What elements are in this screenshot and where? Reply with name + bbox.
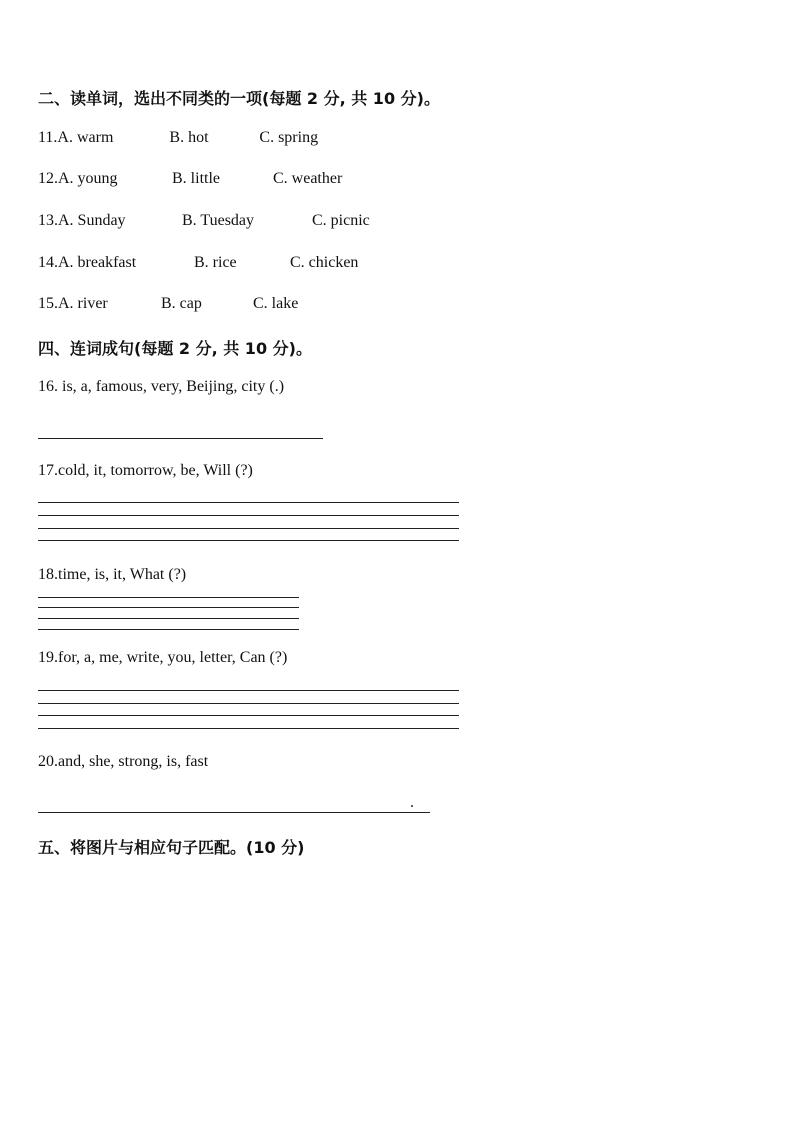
option-c: C. lake <box>253 295 299 312</box>
answer-line[interactable] <box>38 528 459 529</box>
question-number: 16. <box>38 378 58 395</box>
question-17 <box>38 462 253 480</box>
section-2-heading: 二、读单词，选出不同类的一项(每题 2 分, 共 10 分)。 <box>38 89 440 108</box>
question-text: and, she, strong, is, fast <box>58 753 209 770</box>
answer-line[interactable] <box>38 607 299 608</box>
question-11 <box>38 129 318 147</box>
option-a: A. warm <box>57 129 114 146</box>
question-19 <box>38 649 287 667</box>
answer-line[interactable] <box>38 812 430 813</box>
section-4-heading: 四、连词成句(每题 2 分, 共 10 分)。 <box>38 339 312 358</box>
question-text: for, a, me, write, you, letter, Can (?) <box>58 649 288 666</box>
end-period: . <box>410 794 414 811</box>
option-c: C. picnic <box>312 212 370 229</box>
question-text: cold, it, tomorrow, be, Will (?) <box>58 462 253 479</box>
question-number: 13. <box>38 212 58 229</box>
question-number: 15. <box>38 295 58 312</box>
question-number: 17. <box>38 462 58 479</box>
answer-line[interactable] <box>38 597 299 598</box>
option-a: A. young <box>58 170 118 187</box>
question-12 <box>38 170 342 188</box>
answer-line[interactable] <box>38 715 459 716</box>
option-c: C. chicken <box>290 254 359 271</box>
option-b: B. cap <box>161 295 202 312</box>
section-5-heading: 五、将图片与相应句子匹配。(10 分) <box>38 838 305 857</box>
option-b: B. little <box>172 170 220 187</box>
option-b: B. Tuesday <box>182 212 255 229</box>
question-15 <box>38 295 298 313</box>
answer-line[interactable] <box>38 728 459 729</box>
question-text: time, is, it, What (?) <box>58 566 187 583</box>
option-c: C. spring <box>259 129 319 146</box>
answer-line[interactable] <box>38 690 459 691</box>
question-number: 11. <box>38 129 58 146</box>
option-a: A. river <box>58 295 108 312</box>
question-text: is, a, famous, very, Beijing, city (.) <box>62 378 285 395</box>
question-13 <box>38 212 370 230</box>
answer-line[interactable] <box>38 629 299 630</box>
question-number: 20. <box>38 753 58 770</box>
option-a: A. breakfast <box>58 254 137 271</box>
question-number: 18. <box>38 566 58 583</box>
question-number: 19. <box>38 649 58 666</box>
answer-line[interactable] <box>38 515 459 516</box>
option-b: B. hot <box>169 129 209 146</box>
question-number: 14. <box>38 254 58 271</box>
question-14 <box>38 254 358 272</box>
answer-line[interactable] <box>38 618 299 619</box>
question-16 <box>38 378 284 396</box>
answer-line[interactable] <box>38 703 459 704</box>
option-b: B. rice <box>194 254 237 271</box>
answer-line[interactable] <box>38 502 459 503</box>
option-c: C. weather <box>273 170 343 187</box>
answer-line[interactable] <box>38 438 323 439</box>
question-18 <box>38 566 186 584</box>
option-a: A. Sunday <box>58 212 126 229</box>
question-20 <box>38 753 208 771</box>
answer-line[interactable] <box>38 540 459 541</box>
question-number: 12. <box>38 170 58 187</box>
